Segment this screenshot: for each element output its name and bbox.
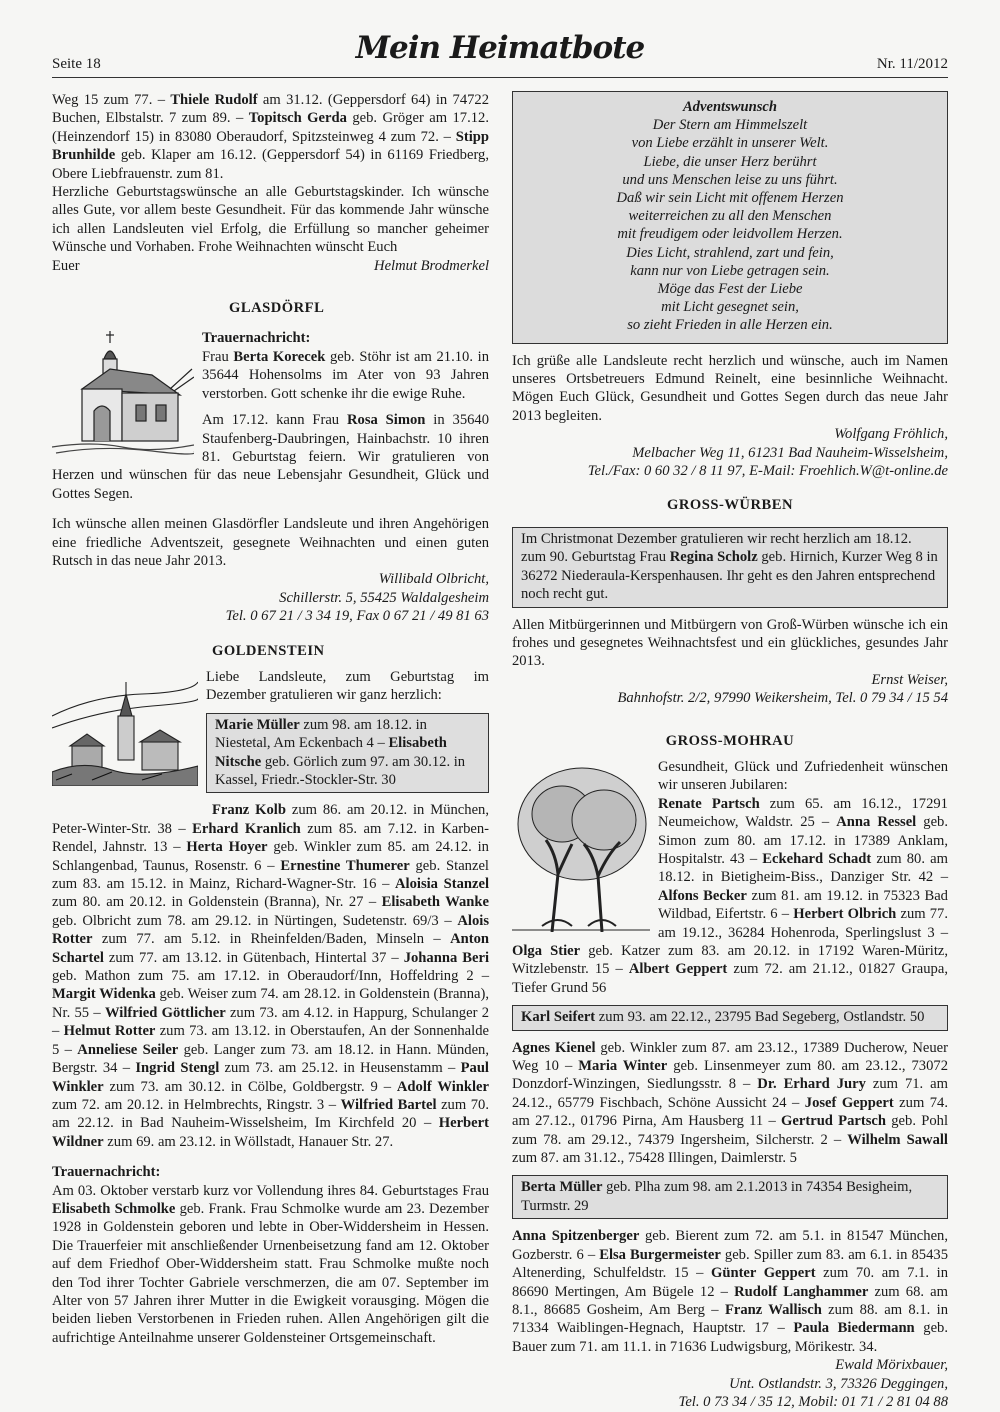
person-name: Anna Spitzenberger: [512, 1228, 640, 1245]
page-number: Seite 18: [52, 56, 101, 72]
text-run: zum 93. am 22.12., 23795 Bad Segeberg, Ostlandstr. 50: [595, 1009, 925, 1026]
person-name: Franz Wallisch: [724, 1301, 822, 1318]
text-run: geb. Plha zum 98. am 2.1.2013 in 74354 Besigheim, Turmstr. 29: [521, 1179, 913, 1214]
mohrau-sign-name: Ewald Mörixbauer,: [835, 1357, 948, 1374]
gross-mohrau-list-2: [512, 1039, 948, 1168]
person-name: Marie Müller: [215, 716, 300, 733]
person-name: Anton Schartel: [52, 931, 489, 966]
chapel-illustration: [52, 329, 194, 455]
text-run: zum 74. am 27.12., 01796 Pirna, Am Hausberg 11 –: [512, 1094, 948, 1130]
gross-wuerben-box: [512, 527, 948, 608]
text-run: Am 17.12. kann Frau: [202, 412, 347, 429]
header-rule: [52, 77, 948, 78]
text-run: zum 85. am 7.12. in Karben-Rendel, Jahnstr. 13 –: [52, 820, 490, 856]
text-run: am 31.12. (Geppersdorf 64) in 74722 Buchen, Elbstalstr. 7 zum 89. –: [52, 92, 490, 127]
text-run: zum 73. am 30.12. in Cölbe, Goldbergstr. 9 –: [103, 1078, 397, 1095]
person-name: Margit Widenka: [52, 986, 156, 1003]
person-name: Wilhelm Sawall: [847, 1131, 948, 1148]
glasdoerfl-sign-address: Schillerstr. 5, 55425 Waldalgesheim: [279, 589, 489, 606]
gross-mohrau-box-seifert: [512, 1005, 948, 1030]
text-run: geb. Frank. Frau Schmolke wurde am 23. Dezember 1928 in Goldenstein geboren und lebte in Ober-Widdersheim in Hessen. Die Trauerfeier mit anschließender Urnenbeisetzung fand am 12. Oktober auf dem Friedhof Ober-Widdersheim statt. Frau Schmolke mußte noch den Tod ihrer Tochter Gabriele verschmerzen, die am 07. September im Alter von 57 Jahren ihrer Mutter in die Ewigkeit vorausging. Mögen die beiden lieben Verstorbenen in Frieden ruhen. Allen Angehörigen gilt die aufrichtige Anteilnahme unserer Goldensteiner Ortsgemeinschaft.: [52, 1200, 489, 1346]
person-name: Josef Geppert: [804, 1094, 894, 1111]
text-run: geb. Gröger am 17.12. (Heinzendorf 15) in 83080 Oberaudorf, Spitzsteinweg 4 zum 72. –: [52, 110, 489, 145]
text-run: geb. Klaper am 16.12. (Geppersdorf 54) in 61169 Friedberg, Obere Liebfrauenstr. zum 81.: [52, 147, 489, 182]
section-heading-goldenstein: GOLDENSTEIN: [212, 642, 325, 659]
poem-line: Der Stern am Himmelszelt: [652, 117, 808, 134]
text-run: geb. Olbricht zum 78. am 29.12. in Nürtingen, Sudetenstr. 69/3 –: [52, 912, 458, 929]
poem-line: mit freudigem oder leidvollem Herzen.: [617, 226, 843, 243]
froehlich-sign-contact: Tel./Fax: 0 60 32 / 8 11 97, E-Mail: Froehlich.W@t-online.de: [587, 463, 948, 480]
person-name: Rudolf Langhammer: [734, 1283, 869, 1300]
person-name: Paul Winkler: [52, 1060, 489, 1095]
person-name: Paula Biedermann: [793, 1320, 915, 1337]
glasdoerfl-wishes: Ich wünsche allen meinen Glasdörfler Landsleute und ihren Angehörigen eine friedliche Adventszeit, gesegnete Weihnachten und einen guten Rutsch in das neue Jahr 2013.: [52, 516, 489, 569]
poem-line: und uns Menschen leise zu uns führt.: [622, 171, 838, 188]
person-name: Maria Winter: [578, 1058, 668, 1075]
person-name: Adolf Winkler: [396, 1078, 489, 1095]
poem-line: Liebe, die unser Herz berührt: [643, 153, 817, 170]
goldenstein-birthday-list: [52, 801, 489, 1151]
person-name: Olga Stier: [512, 943, 581, 960]
person-name: Ingrid Stengl: [135, 1060, 220, 1077]
text-run: zum 77. am 13.12. in Gütenbach, Hintertal 37 –: [103, 949, 404, 966]
person-name: Helmut Rotter: [63, 1023, 156, 1040]
text-run: zum 69. am 23.12. in Wöllstadt, Hanauer Str. 27.: [103, 1133, 394, 1150]
gross-wuerben-wishes: Allen Mitbürgerinnen und Mitbürgern von Groß-Würben wünsche ich ein frohes und gesegnetes Weihnachtsfest und ein glückliches, gesundes Jahr 2013.: [512, 616, 948, 670]
text-run: geb. Simon zum 80. am 17.12. in 17389 Anklam, Hospitalstr. 43 –: [658, 814, 949, 867]
text-run: zum 65. am 16.12., 17291 Neumeichow, Waldstr. 25 –: [658, 795, 948, 831]
poem-line: Daß wir sein Licht mit offenem Herzen: [616, 190, 844, 207]
text-run: Weg 15 zum 77. –: [52, 92, 171, 108]
mohrau-sign-phone: Tel. 0 73 34 / 35 12, Mobil: 01 71 / 2 81 04 88: [678, 1393, 948, 1410]
person-name: Herbert Olbrich: [793, 906, 897, 923]
poem-line: Dies Licht, strahlend, zart und fein,: [626, 244, 834, 261]
text-run: Frau: [202, 348, 234, 365]
glasdoerfl-sign-name: Willibald Olbricht,: [378, 571, 489, 588]
gross-wuerben-sign-address: Bahnhofstr. 2/2, 97990 Weikersheim, Tel. 0 79 34 / 15 54: [617, 690, 948, 707]
person-name: Albert Geppert: [628, 961, 728, 978]
froehlich-sign-name: Wolfgang Fröhlich,: [834, 426, 948, 443]
text-run: geb. Mathon zum 75. am 17.12. in Oberaudorf/Inn, Hoffeldring 2 –: [52, 968, 489, 985]
person-name: Agnes Kienel: [512, 1039, 596, 1056]
person-name: Berta Müller: [521, 1179, 603, 1196]
masthead-title: Mein Heimatbote: [355, 30, 645, 66]
person-name: Berta Korecek: [233, 348, 326, 365]
person-name: Anna Ressel: [836, 814, 917, 831]
text-run: geb. Langer zum 73. am 18.12. in Hann. Münden, Bergstr. 34 –: [52, 1041, 489, 1077]
town-illustration: [52, 676, 198, 786]
person-name: Aloisia Stanzel: [395, 876, 489, 893]
text-run: Im Christmonat Dezember gratulieren wir recht herzlich am 18.12. zum 90. Geburtstag Frau: [521, 530, 912, 566]
text-run: zum 73. am 25.12. in Heusenstamm –: [219, 1060, 461, 1077]
glasdoerfl-mourning-heading: Trauernachricht:: [202, 330, 311, 347]
person-name: Ernestine Thumerer: [280, 857, 410, 874]
person-name: Herbert Wildner: [52, 1115, 489, 1150]
poem-line: mit Licht gesegnet sein,: [661, 299, 799, 316]
text-run: geb. Stöhr ist am 21.10. in 35644 Hohensolms im Ater von 93 Jahren verstorben. Gott schenke ihr die ewige Ruhe.: [202, 348, 489, 402]
person-name: Rosa Simon: [346, 412, 426, 429]
goldenstein-mourning-text: [52, 1182, 489, 1348]
text-run: geb. Bauer zum 71. am 11.1. in 71636 Ludwigsburg, Mörikestr. 34.: [512, 1320, 948, 1355]
greeting-text: Herzliche Geburtstagswünsche an alle Geburtstagskinder. Ich wünsche alles Gute, vor allem beste Gesundheit. Für das kommende Jahr wünsche ich allen Landsleuten viel Erfolg, die Erfüllung so mancher geheimer Wünsche und Vorhaben. Frohe Weihnachten wünscht Euch: [52, 184, 489, 256]
person-name: Topitsch Gerda: [248, 110, 347, 127]
text-run: zum 72. am 21.12., 01827 Graupa, Tiefer Grund 56: [512, 961, 948, 996]
text-run: geb. Bierent zum 72. am 5.1. in 81547 München, Gozberstr. 6 –: [512, 1228, 948, 1263]
text-run: zum 80. am 20.12. in Goldenstein (Branna), Nr. 27 –: [52, 894, 382, 911]
right-column: [512, 91, 948, 1411]
text-run: geb. Winkler zum 87. am 23.12., 17389 Ducherow, Neuer Weg 10 –: [512, 1039, 948, 1075]
person-name: Stipp Brunhilde: [52, 128, 489, 164]
person-name: Alfons Becker: [658, 887, 747, 904]
text-run: zum 77. am 5.12. in Rheinfelden/Baden, Minseln –: [92, 931, 451, 948]
text-run: zum 86. am 20.12. in München, Peter-Winter-Str. 38 –: [52, 802, 489, 837]
person-name: Elsa Burgermeister: [599, 1246, 721, 1263]
section-heading-glasdoerfl: GLASDÖRFL: [229, 300, 325, 317]
issue-number: Nr. 11/2012: [876, 56, 948, 72]
text-run: in 35640 Staufenberg-Daubringen, Hainbachstr. 10 ihren 81. Geburtstag feiern. Wir gratulieren von Herzen und wünschen für das neue Lebensjahr Gesundheit, Glück und Gottes Segen.: [52, 412, 490, 502]
greeting-euer: Euer: [52, 257, 80, 274]
intro-birthdays: [52, 91, 489, 183]
froehlich-sign-address: Melbacher Weg 11, 61231 Bad Nauheim-Wisselsheim,: [632, 444, 948, 461]
text-run: zum 80. am 18.12. in Bietigheim-Biss., Danziger Str. 42 –: [658, 850, 948, 886]
poem-line: kann nur von Liebe getragen sein.: [630, 262, 830, 279]
person-name: Herta Hoyer: [186, 839, 268, 856]
text-run: geb. Katzer zum 83. am 20.12. in 17192 Waren-Müritz, Witzlebenstr. 15 –: [512, 943, 948, 978]
poem-title: Adventswunsch: [682, 99, 778, 115]
text-run: zum 73. am 4.12. in Happurg, Schulanger 2 –: [52, 1004, 489, 1040]
person-name: Regina Scholz: [669, 549, 758, 566]
text-run: zum 72. am 20.12. in Helmbrechts, Ringstr. 3 –: [52, 1096, 341, 1113]
person-name: Alois Rotter: [52, 912, 489, 948]
section-heading-gross-wuerben: GROSS-WÜRBEN: [666, 497, 793, 514]
goldenstein-mourning-heading: Trauernachricht:: [52, 1164, 161, 1181]
mohrau-sign-address: Unt. Ostlandstr. 3, 73326 Deggingen,: [729, 1375, 948, 1392]
gross-mohrau-box-mueller: [512, 1175, 948, 1219]
person-name: Franz Kolb: [212, 802, 286, 819]
poem-line: so zieht Frieden in alle Herzen ein.: [627, 317, 833, 334]
person-name: Elisabeth Nitsche: [215, 735, 447, 770]
text-run: zum 70. am 7.1. in 86690 Mertingen, Am Bügele 12 –: [512, 1265, 948, 1300]
text-run: geb. Stanzel zum 83. am 15.12. in Mainz, Richard-Wagner-Str. 16 –: [52, 857, 489, 893]
text-run: zum 71. am 24.12., 65779 Fischbach, Schöne Aussicht 24 –: [512, 1076, 948, 1111]
person-name: Wilfried Göttlicher: [104, 1004, 226, 1021]
poem-line: von Liebe erzählt in unserer Welt.: [631, 135, 829, 152]
person-name: Johanna Beri: [403, 949, 489, 966]
greeting-sign: Helmut Brodmerkel: [374, 257, 489, 274]
person-name: Thiele Rudolf: [170, 92, 258, 108]
text-run: zum 87. am 31.12., 75428 Illingen, Daimlerstr. 5: [512, 1150, 797, 1167]
froehlich-greeting: Ich grüße alle Landsleute recht herzlich und wünsche, auch im Namen unseres Ortsbetreuers Edmund Reinelt, eine besinnliche Weihnacht. Mögen Euch Glück, Gesundheit und Gottes Segen durch das neue Jahr 2013 begleiten.: [512, 352, 948, 424]
text-run: geb. Görlich zum 97. am 30.12. in Kassel, Friedr.-Stockler-Str. 30: [215, 753, 466, 788]
section-heading-gross-mohrau: GROSS-MOHRAU: [665, 732, 795, 749]
person-name: Gertrud Partsch: [781, 1113, 886, 1130]
text-run: geb. Winkler zum 85. am 24.12. in Schlangenbad, Taunus, Rosenstr. 6 –: [52, 839, 489, 874]
text-run: zum 77. am 19.12., 36284 Hohenroda, Sperlingslust 3 –: [658, 906, 948, 941]
text-run: geb. Weiser zum 74. am 28.12. in Goldenstein (Branna), Nr. 55 –: [52, 986, 490, 1021]
person-name: Elisabeth Schmolke: [52, 1200, 176, 1217]
person-name: Erhard Kranlich: [192, 820, 301, 837]
text-run: Am 03. Oktober verstarb kurz vor Vollendung ihres 84. Geburtstages Frau: [52, 1182, 489, 1199]
poem-line: weiterreichen zu all den Menschen: [628, 208, 832, 225]
greeting-sign-line: [52, 257, 489, 275]
poem-line: Möge das Fest der Liebe: [657, 281, 803, 298]
person-name: Renate Partsch: [658, 795, 760, 812]
person-name: Anneliese Seiler: [77, 1041, 179, 1058]
person-name: Wilfried Bartel: [340, 1096, 437, 1113]
gross-mohrau-list-3: [512, 1227, 948, 1356]
text-run: geb. Spiller zum 83. am 6.1. in 85435 Altenerding, Schulfeldstr. 15 –: [512, 1246, 948, 1282]
person-name: Karl Seifert: [521, 1009, 596, 1026]
left-column: [52, 91, 489, 1347]
glasdoerfl-sign-phone: Tel. 0 67 21 / 3 34 19, Fax 0 67 21 / 49 81 63: [225, 608, 489, 625]
text-run: zum 70. am 22.12. in Bad Nauheim-Wisselsheim, Im Kirchfeld 20 –: [52, 1096, 490, 1132]
text-run: geb. Linsenmeyer zum 80. am 23.12., 73072 Donzdorf-Winzingen, Siedlungsstr. 8 –: [512, 1058, 948, 1093]
text-run: zum 73. am 13.12. in Oberstaufen, An der Sonnenhalde 5 –: [52, 1023, 489, 1058]
text-run: zum 98. am 18.12. in Niestetal, Am Eckenbach 4 –: [215, 716, 427, 752]
text-run: zum 68. am 8.1., 86685 Gosheim, Am Berg –: [512, 1283, 948, 1318]
advent-poem-box: [512, 91, 948, 344]
person-name: Eckehard Schadt: [762, 850, 872, 867]
gross-mohrau-intro: Gesundheit, Glück und Zufriedenheit wünschen wir unseren Jubilaren:: [658, 758, 948, 794]
person-name: Dr. Erhard Jury: [757, 1076, 866, 1093]
person-name: Günter Geppert: [710, 1265, 816, 1282]
text-run: geb. Hirnich, Kurzer Weg 8 in 36272 Niederaula-Kerspenhausen. Ihr geht es den Jahren entsprechend noch recht gut.: [521, 549, 938, 603]
goldenstein-intro: Liebe Landsleute, zum Geburtstag im Dezember gratulieren wir ganz herzlich:: [206, 668, 489, 704]
text-run: zum 88. am 8.1. in 71334 Waiblingen-Hegnach, Hauptstr. 17 –: [512, 1301, 948, 1337]
gross-wuerben-sign-name: Ernst Weiser,: [871, 671, 948, 688]
goldenstein-highlight-box: [206, 713, 489, 794]
poem-lines: [519, 116, 941, 334]
text-run: zum 81. am 19.12. in 75323 Bad Wildbad, Eifertstr. 6 –: [658, 887, 948, 923]
trees-illustration: [512, 764, 650, 932]
person-name: Elisabeth Wanke: [381, 894, 489, 911]
text-run: geb. Pohl zum 78. am 29.12., 74379 Ingersheim, Silcherstr. 2 –: [512, 1113, 948, 1148]
